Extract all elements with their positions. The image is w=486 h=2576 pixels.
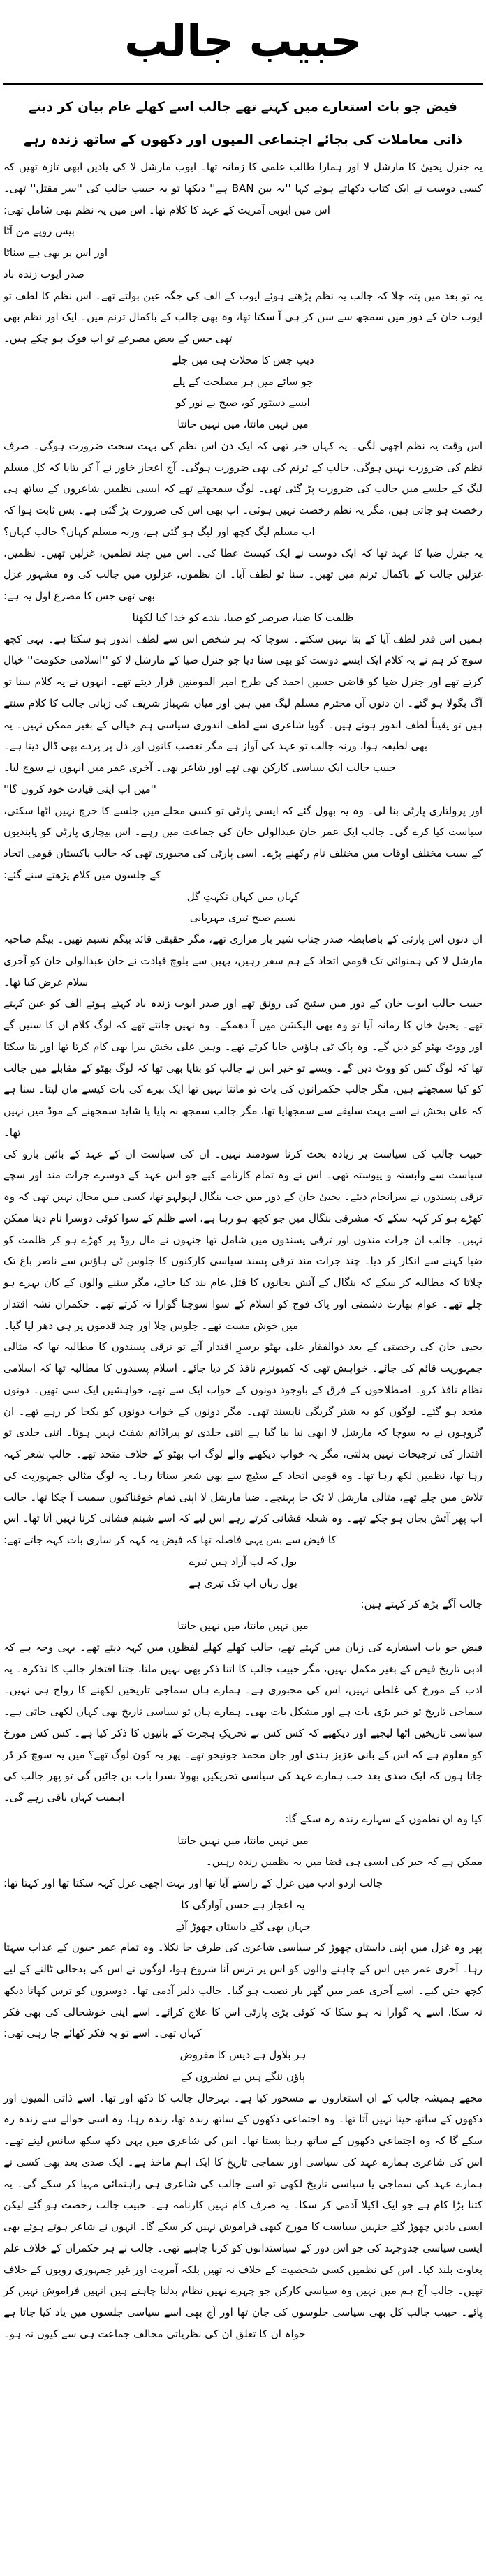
verse-block-7 xyxy=(3,1830,483,1852)
verse-line: بیس روپے من آٹا xyxy=(3,225,75,238)
body-paragraph-2: یہ تو بعد میں پتہ چلا کہ جالب یہ نظم پڑھتے ہوئے ایوب کے الف کی جگہ عین بولتے تھے۔ اس نظم کا لطف تو ایوب خان کے دور میں سمجھ سے سن کر ہی آ سکتا تھا، وہ بھی جالب کے باکمال ترنم میں۔ ایک اور نظم بھی تھی جس کے بعض مصرعے تو اب فوک ہو چکے ہیں۔ xyxy=(3,289,483,345)
body-paragraph-12: جالب اردو ادب میں غزل کے راستے آیا تھا اور بہت اچھی غزل کہہ سکتا تھا اور کہتا تھا: xyxy=(3,1877,383,1890)
verse-line: نسیم صبح تیری مہربانی xyxy=(189,911,297,924)
verse-line: میں نہیں مانتا، میں نہیں جانتا xyxy=(177,1834,309,1847)
lead-in-line-2: کیا وہ ان نظموں کے سہارے زندہ رہ سکے گا: xyxy=(285,1812,483,1825)
verse-line: دیپ جس کا محلات ہی میں جلے xyxy=(172,353,314,366)
title-divider xyxy=(3,83,483,85)
verse-line: ظلمت کا ضیا، صرصر کو صبا، بندے کو خدا کیا لکھنا xyxy=(132,611,354,624)
verse-line: ہر بلاول ہے دیس کا مقروض xyxy=(179,2049,307,2062)
body-paragraph-7: ان دنوں اس پارٹی کے باضابطہ صدر جناب شیر باز مزاری تھے، مگر حقیقی قائد بیگم نسیم تھیں۔ بیگم صاحبہ مارشل لا کی ہمنوائی تک قومی اتحاد کے ہم سفر رہیں، یہیں سے بلوچ قیادت نے خان عبدالولی خان کو آخری سلام عرض کیا تھا۔ xyxy=(3,933,483,989)
body-paragraph-1: یہ جنرل یحییٰ کا مارشل لا اور ہمارا طالب علمی کا زمانہ تھا۔ ایوب مارشل لا کی یادیں ابھی تازہ تھیں کہ کسی دوست نے ایک کتاب دکھاتے ہوئے کہا ''یہ بین BAN ہے'' دیکھا تو یہ حبیب جالب کی ''سر مقتل'' تھی۔ اس میں ایوبی آمریت کے عہد کا کلام تھا۔ اس میں یہ نظم بھی شامل تھی: xyxy=(3,160,483,216)
inline-quote-line: ''میں اب اپنی قیادت خود کروں گا'' xyxy=(3,782,156,795)
verse-line: میں نہیں مانتا، میں نہیں جانتا xyxy=(177,418,309,431)
verse-block-9 xyxy=(3,2044,483,2088)
verse-block-4 xyxy=(3,886,483,929)
body-paragraph-11: فیض جو بات استعارے کی زبان میں کہتے تھے، جالب کھلے کھلے لفظوں میں کہہ دیتے تھے۔ یہی وجہ ہے کہ ادبی تاریخ فیض کے بغیر مکمل نہیں، مگر حبیب جالب کا اتنا ذکر بھی نہیں ملتا، جتنا افتخار جالب کا تذکرہ۔ یہ ادب کے مورخ کی غلطی نہیں، اس کی مجبوری ہے۔ ہمارے ہاں سماجی تاریخیں لکھنے کا رواج ہی نہیں۔ سماجی تاریخ تو خیر بڑی بات ہے اور مشکل بات بھی۔ ہمارے ہاں تو سیاسی تاریخ بھی کہاں لکھی جاتی ہے۔ سیاسی تاریخیں اٹھا لیجیے اور دیکھیے کہ کس کس نے تحریکِ ہجرت کے بانیوں کا ذکر کیا ہے۔ کس کس مورخ کو معلوم ہے کہ اس کے بانی عزیز ہندی اور جان محمد جونیجو تھے۔ پھر یہ کون لوگ تھے؟ میں یہ سوچ کر ڈر جاتا ہوں کہ ایک صدی بعد جب ہمارے عہد کی سیاسی تحریکیں بھولا بسرا باب بن جائیں گی تو پھر جالب کی اہمیت کہاں باقی رہے گی۔ xyxy=(3,1640,483,1804)
lead-in-line-3: ممکن ہے کہ جبر کی ایسی ہی فضا میں یہ نظمیں زندہ رہیں۔ xyxy=(205,1855,483,1869)
verse-block-8 xyxy=(3,1894,483,1938)
verse-line: میں نہیں مانتا، میں نہیں جانتا xyxy=(177,1619,309,1633)
deck-line-1: فیض جو بات استعارے میں کہتے تھے جالب اسے کھلے عام بیان کر دیتے xyxy=(29,99,457,114)
verse-line: جہاں بھی گئے داستاں چھوڑ آئے xyxy=(175,1919,311,1933)
body-paragraph-13: پھر وہ غزل میں اپنی داستاں چھوڑ کر سیاسی شاعری کی طرف جا نکلا۔ وہ تمام عمر جیون کے عذاب سہتا رہا۔ آخری عمر میں اس کے چاہنے والوں کو اس پر ترس آنا شروع ہوا، لوگوں نے اس کی بدحالی ٹالنے کے لیے کچھ جتن کیے۔ اسے آخری عمر میں گھر بار نصیب ہو گیا۔ جالب دلیر آدمی تھا۔ دوسروں کو ترس کھاتا دیکھ نہ سکا، اسے یہ گوارا نہ ہو سکا کہ کوئی بڑی پارٹی اس کا علاج کرائے۔ اسے اپنی خوشحالی کی بھی فکر کہاں تھی۔ اسے تو یہ فکر کھائے جا رہی تھی: xyxy=(3,1941,483,2040)
verse-block-1 xyxy=(3,220,483,285)
verse-line: صدر ایوب زندہ باد xyxy=(3,267,84,280)
verse-block-6 xyxy=(3,1615,483,1637)
lead-in-line-1: جالب آگے بڑھ کر کہتے ہیں: xyxy=(360,1598,483,1611)
verse-line: یہ اعجاز ہے حسن آوارگی کا xyxy=(181,1898,305,1911)
verse-line: کہاں میں کہاں نکہتِ گل xyxy=(186,890,300,903)
verse-block-3 xyxy=(3,607,483,629)
deck-line-2: ذاتی معاملات کی بجائے اجتماعی المیوں اور دکھوں کے ساتھ زندہ رہے xyxy=(23,132,463,147)
verse-line: پاؤں ننگے ہیں بے نظیروں کے xyxy=(181,2069,305,2083)
verse-block-2 xyxy=(3,350,483,435)
body-paragraph-5: ہمیں اس قدر لطف آیا کے بتا نہیں سکتے۔ سوچا کہ ہر شخص اس سے لطف اندوز ہو سکتا ہے۔ یہی کچھ سوچ کر ہم نے یہ کلام ایک ایسے دوست کو بھی سنا دیا جو جنرل ضیا کے مارشل لا کو ''اسلامی حکومت'' خیال کرتے تھے اور جنرل ضیا کو قاضی حسین احمد کی طرح امیر المومنین قرار دیتے تھے۔ انہوں نے یہ کلام سنا تو آگ بگولا ہو گئے۔ ان دنوں آں محترم مسلم لیگ میں ہیں اور میاں شہباز شریف کی زبانی جالب کا کلام سنتے ہیں تو یقیناً لطف اندوز ہوتے ہیں۔ گویا شاعری سے لطف اندوزی سیاسی ہم خیالی کے بغیر ممکن نہیں۔ یہ بھی لطیفہ ہوا، ورنہ جالب تو عہد کی آواز ہے مگر تعصب کانوں اور دل پر پردے بھی ڈال دیتا ہے۔ xyxy=(3,632,483,753)
article-title: حبیب جالب xyxy=(124,15,362,66)
body-paragraph-3: اس وقت یہ نظم اچھی لگی۔ یہ کہاں خبر تھی کہ ایک دن اس نظم کی بہت سخت ضرورت ہوگی۔ صرف نظم کی ضرورت نہیں ہوگی، جالب کے ترنم کی بھی ضرورت ہوگی۔ آج اعجاز خاور نے آ کر بتایا کہ کل مسلم لیگ کے جلسے میں جالب کی ضرورت پڑ گئی تھی۔ لوگ سمجھتے تھے کہ ایسی نظمیں شاعروں کے ساتھ ہی رخصت ہو جاتی ہیں، مگر یہ نظم رخصت نہیں ہوئی۔ اب بھی اس کی ضرورت پڑ گئی ہے۔ بس ثابت ہوا کہ اب مسلم لیگ کچھ اور لیگ ہو گئی ہے، ورنہ مسلم کہاں؟ جالب کہاں؟ xyxy=(3,439,483,538)
body-paragraph-9: حبیب جالب کی سیاست پر زیادہ بحث کرنا سودمند نہیں۔ ان کی سیاست ان کے عہد کے بائیں بازو کی سیاست سے وابستہ و پیوستہ تھی۔ اس نے وہ تمام کارنامے کیے جو اس عہد کے دوسرے جرات مند اور سچے ترقی پسندوں نے سرانجام دیئے۔ یحییٰ خان کے دور میں جب بنگال لہولہو تھا، کسی میں مجال نہیں تھی کہ وہ کھڑے ہو کر کہہ سکے کہ مشرقی بنگال میں جو کچھ ہو رہا ہے، اسے ظلم کے سوا کوئی دوسرا نام دینا ممکن نہیں۔ جالب ان جرات مندوں اور ترقی پسندوں میں شامل تھا جنہوں نے مال روڈ پر کھڑے ہو کر ظلمت کو ضیا کہنے سے انکار کر دیا۔ چند جرات مند ترقی پسند سیاسی کارکنوں کا جلوس ٹی ہاؤس سے ناصر باغ تک چلاتا کہ مطالبہ کر سکے کہ بنگال کے آتش بجانوں کا قتل عام بند کیا جائے، مگر سننے والوں کے کان بہرے ہو چلے تھے۔ عوام بھارت دشمنی اور پاک فوج کو اسلام کے سوا سوچنا گوارا نہ کرتے تھے۔ حکمران نشہ اقتدار میں خوش مست تھے۔ جلوس چلا اور چند قدموں پر ہی دھر لیا گیا۔ xyxy=(3,1147,483,1332)
body-paragraph-4: یہ جنرل ضیا کا عہد تھا کہ ایک دوست نے ایک کیسٹ عطا کی۔ اس میں چند نظمیں، غزلیں تھیں۔ نظمیں، غزلیں جالب کے باکمال ترنم میں تھیں۔ سنا تو لطف آیا۔ ان نظموں، غزلوں میں جالب کی وہ مشہور غزل بھی تھی جس کا مصرع اول یہ ہے: xyxy=(3,546,483,603)
verse-block-5 xyxy=(3,1551,483,1594)
body-paragraph-14: مجھے ہمیشہ جالب کے ان استعاروں نے مسحور کیا ہے۔ بہرحال جالب کا دکھ اور تھا۔ اسے ذاتی المیوں اور دکھوں کے ساتھ جینا نہیں آتا تھا۔ وہ اجتماعی دکھوں کے ساتھ زندہ تھا، زندہ رہا، وہ اسی حوالے سے زندہ رہ سکے گا کہ وہ اجتماعی دکھوں کے ساتھ رہتا بستا تھا۔ اس کی شاعری میں یہی دکھ سکھ سانس لیتے تھے۔ اس کی شاعری ہمارے عہد کی سیاسی اور سماجی تاریخ کا ایک اہم ماخذ ہے۔ ایک صدی بعد بھی کسی نے ہمارے عہد کی سماجی یا سیاسی تاریخ لکھی تو اسے جالب کی شاعری ہی راہنمائی مہیا کر سکے گی۔ یہ کتنا بڑا کام ہے جو ایک اکیلا آدمی کر سکا۔ یہ صرف کام نہیں کارنامہ ہے۔ حبیب جالب رخصت ہو گئے لیکن ایسی یادیں چھوڑ گئے جنہیں سیاست کا مورخ کبھی فراموش نہیں کر سکے گا۔ انہوں نے شاعر ہوتے ہوئے بھی ایسی سیاسی جدوجہد کی جو اس دور کے سیاستدانوں کو کرنا چاہیے تھی۔ جالب نے ہر حکمران کے خلاف علم بغاوت بلند کیا۔ اس کی نظمیں کسی شخصیت کے خلاف نہ تھیں بلکہ آمریت اور غیر جمہوری رویوں کے خلاف تھیں۔ جالب آج ہم میں نہیں وہ سیاسی کارکن جو چہرے نہیں نظام بدلنا چاہتے ہیں انہیں فراموش نہیں کر پائے۔ حبیب جالب کل بھی سیاسی جلوسوں کی جان تھا اور آج بھی اسے سیاسی جلسوں میں یاد کیا جاتا ہے خواہ ان کا تعلق ان کی نظریاتی مخالف جماعت ہی سے کیوں نہ ہو۔ xyxy=(3,2091,483,2340)
body-paragraph-6a: حبیب جالب ایک سیاسی کارکن بھی تھے اور شاعر بھی۔ آخری عمر میں انہوں نے سوچ لیا۔ xyxy=(3,761,397,774)
verse-line: بول کہ لب آزاد ہیں تیرے xyxy=(189,1555,297,1568)
verse-line: ایسے دستور کو، صبح بے نور کو xyxy=(176,396,310,410)
body-paragraph-10: یحییٰ خان کی رخصتی کے بعد ذوالفقار علی بھٹو برسرِ اقتدار آئے تو ترقی پسندوں کا مطالبہ تھا کہ مثالی جمہوریت قائم کی جائے۔ خواہش تھی کہ کمیونزم نافذ کر دیا جائے۔ اسلام پسندوں کا مطالبہ تھا کہ اسلامی نظام نافذ کرو۔ اصطلاحوں کے فرق کے باوجود دونوں کے خواب ایک سے تھے، خواہشیں ایک سی تھیں۔ دونوں متحد ہو گئے۔ لوگوں کو یہ شتر گربگی ناپسند تھی۔ مگر دونوں کے خواب دونوں کو یکجا کر رہے تھے۔ ان گروہوں نے یہ سوچا کہ مارشل لا ابھی نیا نیا گیا ہے اتنی جلدی تو پیراڈائم شفٹ نہیں ہوتا۔ اتنی جلدی تو اقتدار کی ترجیحات نہیں بدلتی، مگر یہ خواب دیکھنے والے لوگ اب بھٹو کے خلاف متحد تھے۔ جالب شعر کہہ رہا تھا، نظمیں لکھ رہا تھا۔ وہ قومی اتحاد کے سٹیج سے بھی شعر سناتا رہا۔ یہ لوگ مثالی جمہوریت کی تلاش میں چلے تھے، مثالی مارشل لا تک جا پہنچے۔ ضیا مارشل لا اپنی تمام خوفناکیوں سمیت آ چکا تھا۔ جالب اب پھر آتش بجاں ہو چکے تھے۔ وہ شعلہ فشانی کرتے رہے اس لیے کہ اسے شبنم فشانی کرنا نہیں آتا تھا۔ اس کا فیض سے بس یہی فاصلہ تھا کہ فیض یہ کہہ کر ساری بات کہہ جاتے تھے: xyxy=(3,1340,483,1547)
body-paragraph-8: حبیب جالب ایوب خان کے دور میں سٹیج کی رونق تھے اور صدر ایوب زندہ باد کہتے ہوئے الف کو عین کہتے تھے۔ یحییٰ خان کا زمانہ آیا تو وہ بھی الیکشن میں آ دھمکے۔ وہ نہیں جانتے تھے کہ لوگ کلام ان کا سنیں گے اور ووٹ بھٹو کو دیں گے۔ وہ پاک ٹی ہاؤس جایا کرتے تھے۔ وہیں علی بخش بیرا بھی کام کرتا تھا اور بتا سکتا تھا کہ لوگ کس کو ووٹ دیں گے۔ ویسے تو خیر اس نے جالب کو بتایا بھی تھا کہ لوگ بھٹو کے مقابلے میں جالب کو کیا سمجھتے ہیں، مگر جالب حکمرانوں کی بات تو مانتا نہیں تھا ایک بیرے کی بات کیسے مان لیتا۔ سنا ہے کہ علی بخش نے اسے بہت سلیقے سے سمجھایا تھا، مگر جالب سمجھ نہ پایا یا شاید سمجھنے کے موڈ میں نہیں تھا۔ xyxy=(3,997,483,1139)
verse-line: اور اس پر بھی ہے سناٹا xyxy=(3,246,108,260)
body-paragraph-6b: اور پرولتاری پارٹی بنا لی۔ وہ یہ بھول گئے کہ ایسی پارٹی تو کسی محلے میں جلسے کا خرچ نہیں اٹھا سکتی، سیاست کیا کرے گی۔ جالب ایک عمر خان عبدالولی خان کی جماعت میں رہے۔ اس بیچاری پارٹی کو پابندیوں کے سبب مختلف اوقات میں مختلف نام رکھنے پڑے۔ اسی پارٹی کی مجبوری تھی کہ جالب پاکستان قومی اتحاد کے جلسوں میں کلام پڑھتے سنے گئے: xyxy=(3,804,483,881)
verse-line: بول زباں اب تک تیری ہے xyxy=(189,1576,297,1589)
verse-line: جو سائے میں ہر مصلحت کے پلے xyxy=(172,375,314,388)
